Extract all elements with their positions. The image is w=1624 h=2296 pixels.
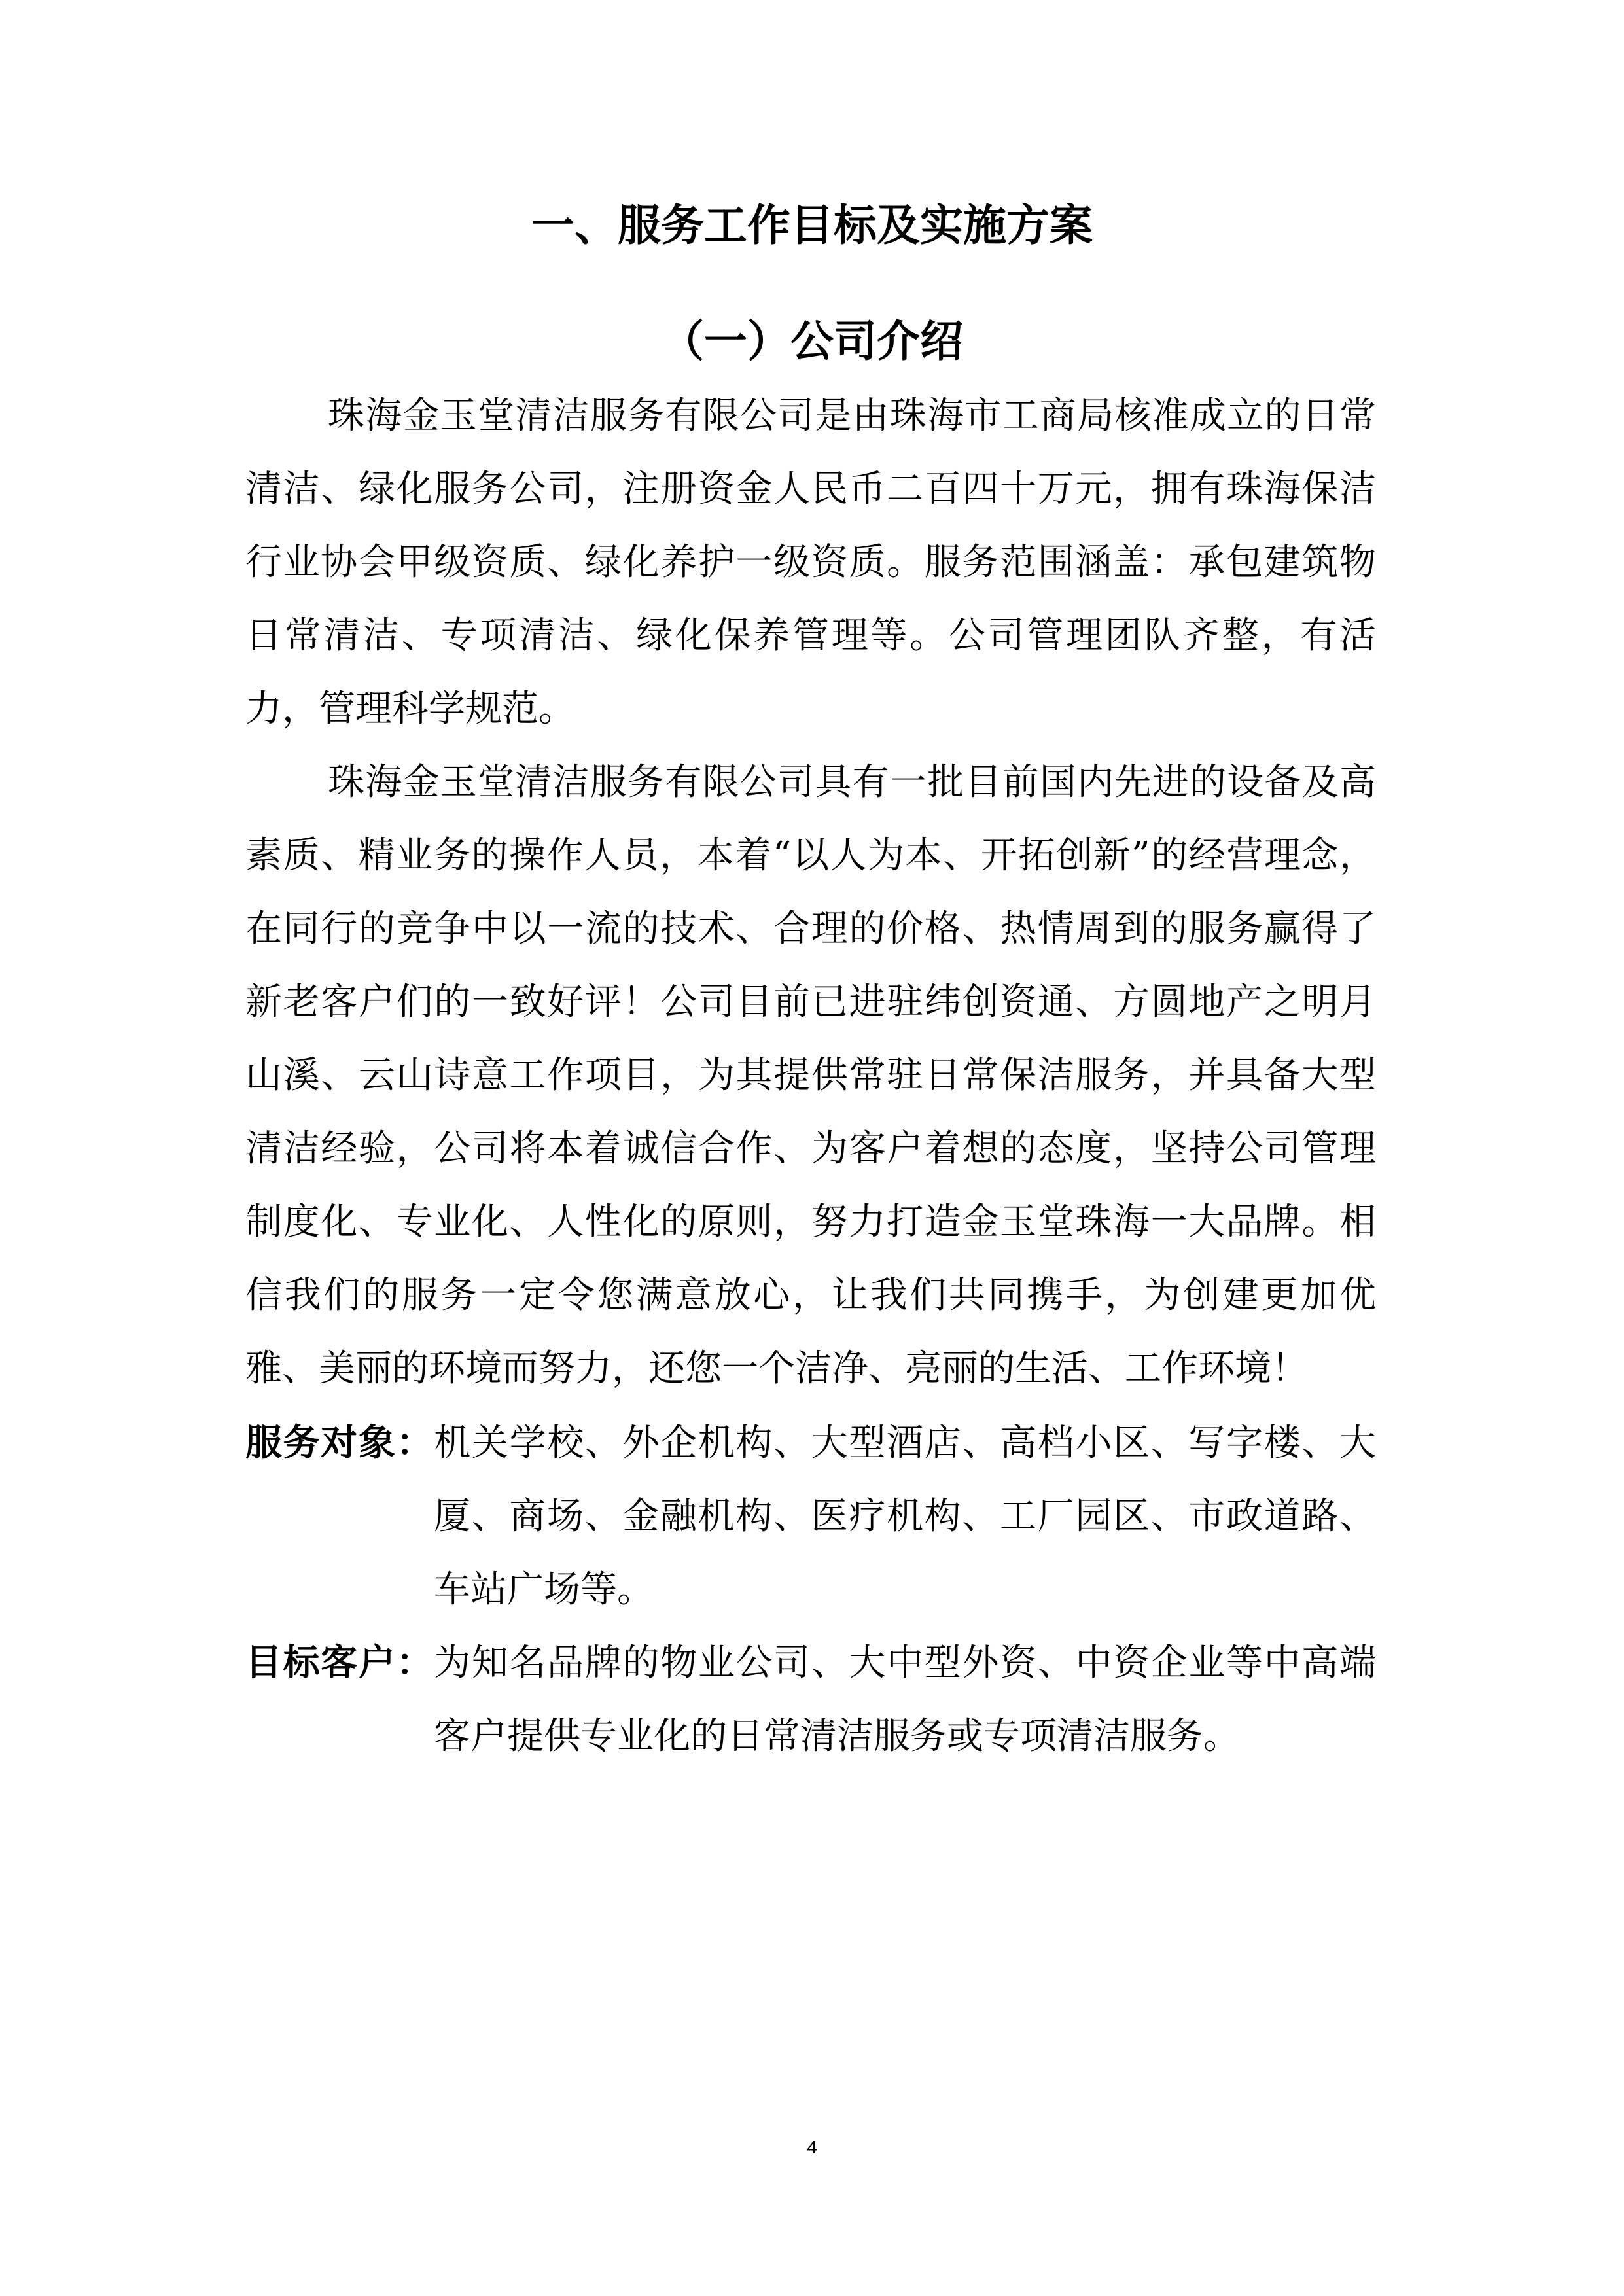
definition-term: 目标客户： — [245, 1642, 434, 1684]
definition-text: 为知名品牌的物业公司、大中型外资、中资企业等中高端客户提供专业化的日常清洁服务或专项清洁服务。 — [434, 1642, 1377, 1757]
page-number: 4 — [807, 2137, 817, 2157]
definition-target-customers — [245, 1627, 1376, 1773]
document-title: 一、服务工作目标及实施方案 — [531, 200, 1093, 251]
definition-term: 服务对象： — [245, 1422, 434, 1464]
section-heading: （一）公司介绍 — [661, 316, 963, 366]
definition-service-targets — [245, 1407, 1376, 1627]
body-paragraph-company-intro: 珠海金玉堂清洁服务有限公司是由珠海市工商局核准成立的日常清洁、绿化服务公司，注册资金人民币二百四十万元，拥有珠海保洁行业协会甲级资质、绿化养护一级资质。服务范围涵盖：承包建筑物日常清洁、专项清洁、绿化保养管理等。公司管理团队齐整，有活力，管理科学规范。 — [245, 395, 1376, 730]
definition-text: 机关学校、外企机构、大型酒店、高档小区、写字楼、大厦、商场、金融机构、医疗机构、工厂园区、市政道路、车站广场等。 — [434, 1422, 1377, 1611]
body-paragraph-company-strengths: 珠海金玉堂清洁服务有限公司具有一批目前国内先进的设备及高素质、精业务的操作人员，本着“以人为本、开拓创新”的经营理念，在同行的竞争中以一流的技术、合理的价格、热情周到的服务赢得了新老客户们的一致好评！公司目前已进驻纬创资通、方圆地产之明月山溪、云山诗意工作项目，为其提供常驻日常保洁服务，并具备大型清洁经验，公司将本着诚信合作、为客户着想的态度，坚持公司管理制度化、专业化、人性化的原则，努力打造金玉堂珠海一大品牌。相信我们的服务一定令您满意放心，让我们共同携手，为创建更加优雅、美丽的环境而努力，还您一个洁净、亮丽的生活、工作环境！ — [245, 761, 1376, 1390]
